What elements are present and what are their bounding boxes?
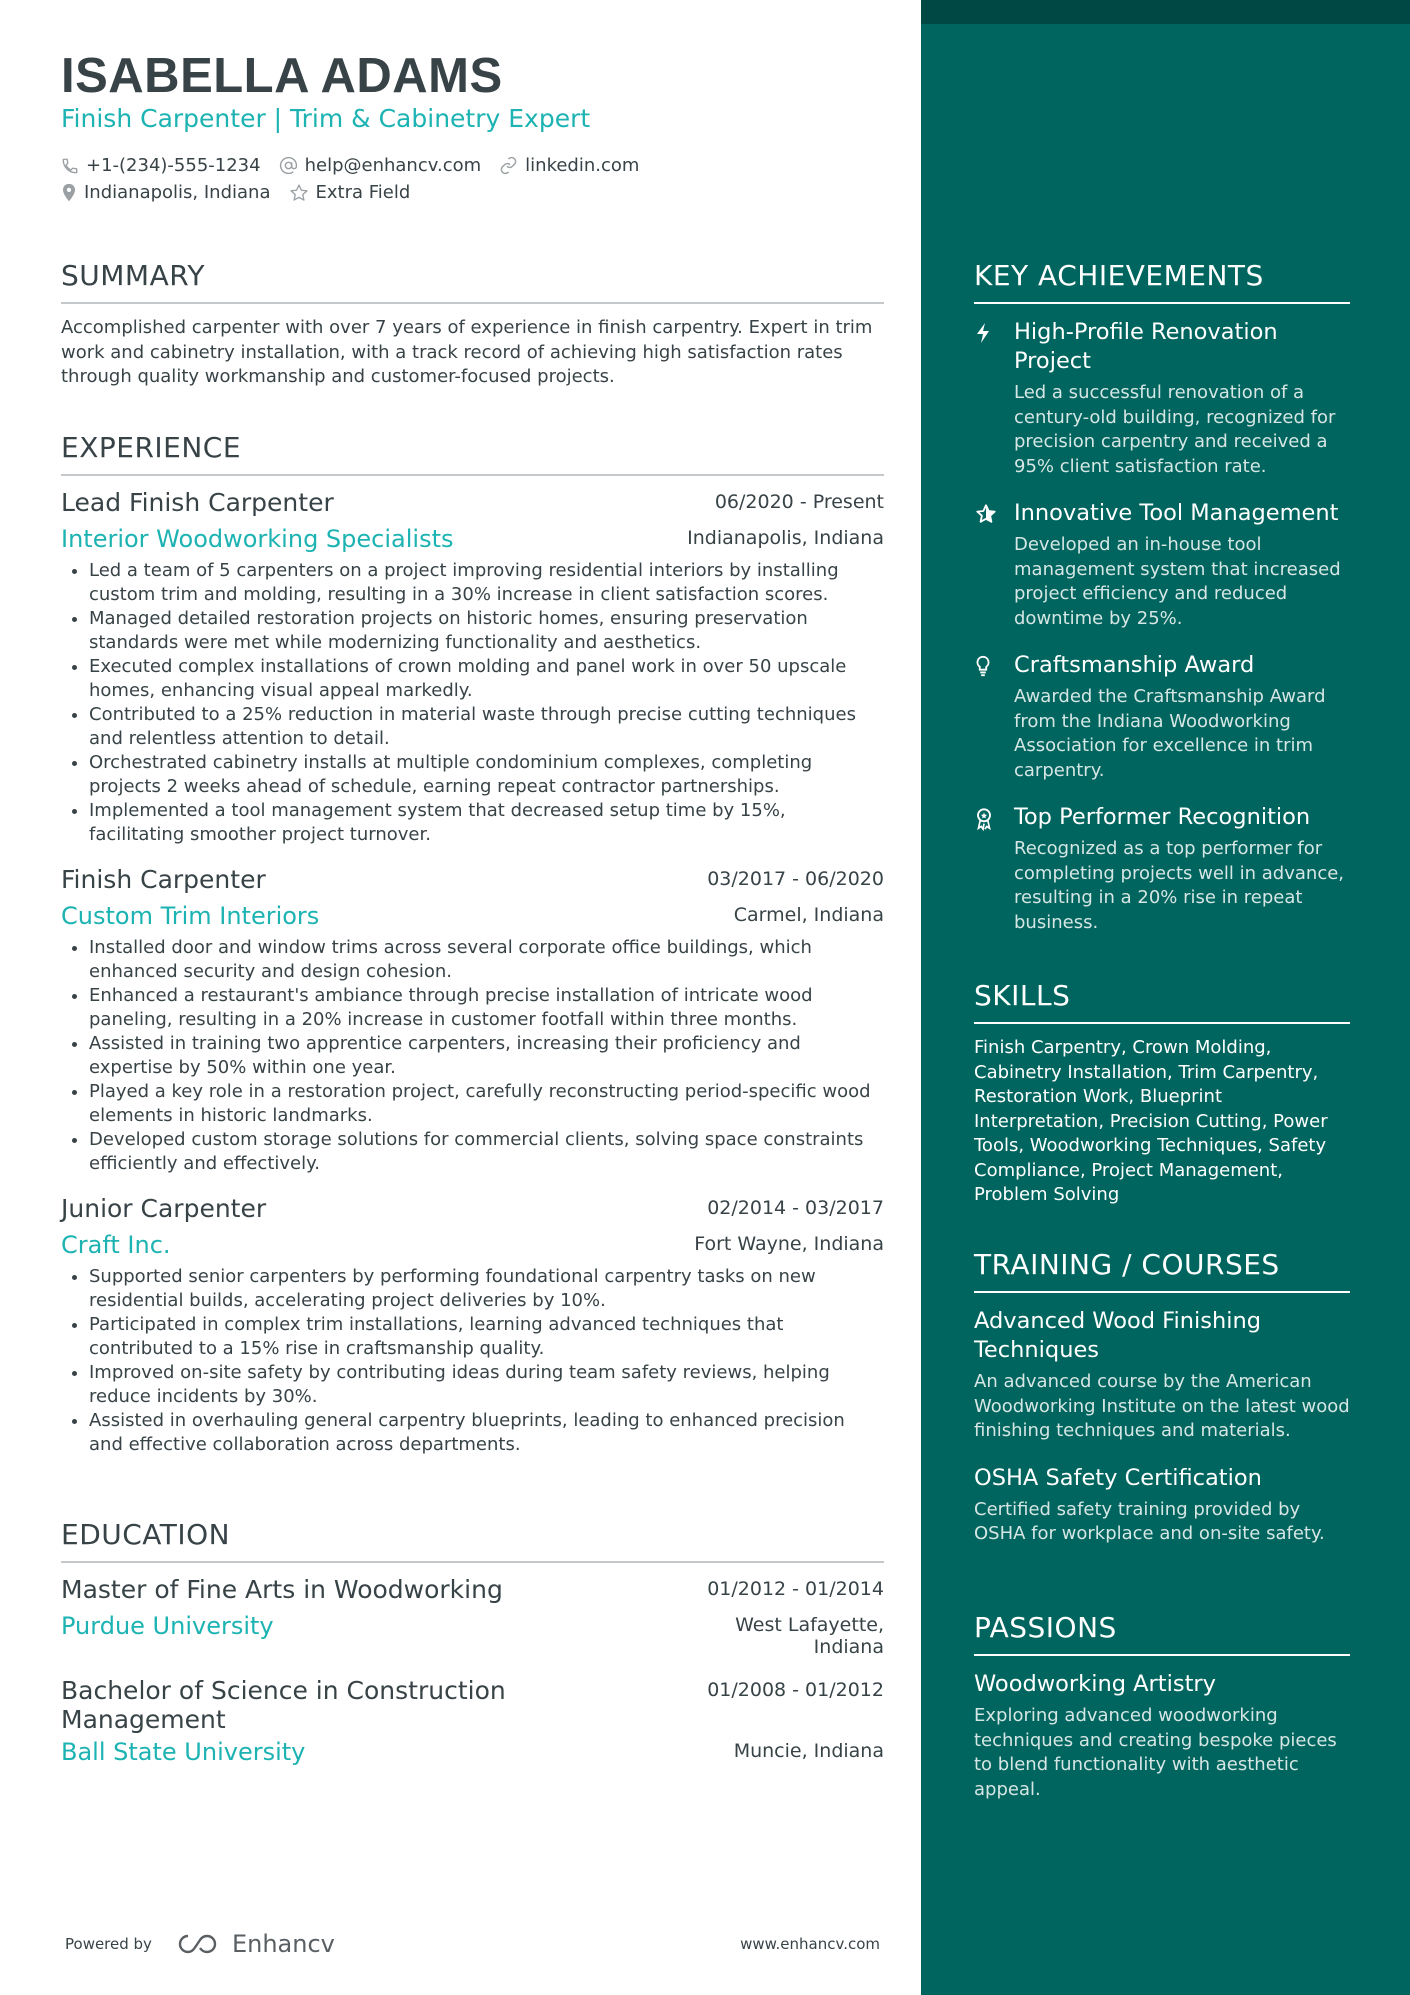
enhancv-brand: Enhancv	[231, 1930, 335, 1958]
achievement-item	[974, 803, 1350, 935]
education-section	[61, 1518, 884, 1766]
degree-title: Master of Fine Arts in Woodworking	[61, 1575, 503, 1604]
experience-heading: EXPERIENCE	[61, 431, 884, 476]
enhancv-logo-icon	[178, 1932, 224, 1956]
job-entry	[61, 488, 884, 847]
job-role: Junior Carpenter	[61, 1194, 267, 1223]
summary-text: Accomplished carpenter with over 7 years of experience in finish carpentry. Expert in trim work and cabinetry installation, with a track record of achieving high satisfaction rates through quality workmanship and customer-focused projects.	[61, 317, 873, 387]
bullet-item: • Implemented a tool management system that decreased setup time by 15%, facilitating smoother project turnover.	[89, 799, 884, 847]
education-heading: EDUCATION	[61, 1518, 884, 1563]
job-entry	[61, 865, 884, 1176]
location-pin-icon	[61, 183, 77, 202]
achievement-item	[974, 651, 1350, 783]
achievement-item	[974, 499, 1350, 631]
education-location	[735, 1614, 884, 1658]
contact-email[interactable]	[279, 155, 482, 176]
achievement-item	[974, 318, 1350, 479]
extra-field-text: Extra Field	[315, 182, 411, 203]
contact-phone[interactable]	[61, 155, 261, 176]
footer-url[interactable]: www.enhancv.com	[740, 1935, 880, 1953]
course-desc: An advanced course by the American Woodworking Institute on the latest wood finishing techniques and materials.	[974, 1371, 1350, 1441]
course-item	[974, 1464, 1350, 1547]
summary-section	[61, 259, 884, 390]
achievements-section	[974, 259, 1350, 935]
bullet-item: • Executed complex installations of crown molding and panel work in over 50 upscale homes, enhancing visual appeal markedly.	[89, 655, 884, 703]
education-dates: 01/2008 - 01/2012	[707, 1679, 884, 1701]
job-bullets	[61, 936, 884, 1176]
job-company: Craft Inc.	[61, 1231, 171, 1259]
contact-linkedin[interactable]	[499, 155, 639, 176]
achievement-desc: Developed an in-house tool management system that increased project efficiency and reduced downtime by 25%.	[1014, 534, 1341, 629]
training-heading: TRAINING / COURSES	[974, 1248, 1350, 1293]
course-title: OSHA Safety Certification	[974, 1464, 1262, 1491]
candidate-title: Finish Carpenter | Trim & Cabinetry Expert	[61, 104, 591, 133]
bullet-item: • Orchestrated cabinetry installs at multiple condominium complexes, completing projects 2 weeks ahead of schedule, earning repeat contractor partnerships.	[89, 751, 884, 799]
phone-text: +1-(234)-555-1234	[86, 155, 261, 176]
contact-extra	[289, 182, 411, 203]
passion-item	[974, 1670, 1350, 1802]
bullet-item: • Enhanced a restaurant's ambiance through precise installation of intricate wood paneling, resulting in a 20% increase in customer footfall within three months.	[89, 984, 884, 1032]
summary-heading: SUMMARY	[61, 259, 884, 304]
achievement-title: Top Performer Recognition	[1014, 804, 1311, 830]
degree-title: Bachelor of Science in Construction Management	[61, 1676, 506, 1734]
course-desc: Certified safety training provided by OSHA for workplace and on-site safety.	[974, 1498, 1325, 1544]
contact-info	[61, 152, 657, 206]
powered-by	[65, 1930, 335, 1958]
achievement-title: Innovative Tool Management	[1014, 500, 1339, 526]
passions-section	[974, 1611, 1350, 1802]
achievement-desc: Awarded the Craftsmanship Award from the Indiana Woodworking Association for excellence in trim carpentry.	[1014, 686, 1326, 781]
bullet-item: • Led a team of 5 carpenters on a project improving residential interiors by installing custom trim and molding, resulting in a 30% increase in client satisfaction scores.	[89, 559, 884, 607]
star-outline-icon	[289, 183, 309, 203]
award-icon	[974, 807, 994, 831]
skills-text: Finish Carpentry, Crown Molding, Cabinetry Installation, Trim Carpentry, Restoration Work, Blueprint Interpretation, Precision Cutting, Power Tools, Woodworking Techniques, Safety Compliance, Project Management, Problem Solving	[974, 1037, 1328, 1205]
bullet-item: • Participated in complex trim installations, learning advanced techniques that contributed to a 15% rise in craftsmanship quality.	[89, 1313, 884, 1361]
contact-location	[61, 182, 271, 203]
job-dates: 02/2014 - 03/2017	[707, 1197, 884, 1219]
passion-desc: Exploring advanced woodworking techniques and creating bespoke pieces to blend functionality with aesthetic appeal.	[974, 1705, 1337, 1800]
education-entry	[61, 1575, 884, 1658]
link-icon	[499, 156, 518, 175]
experience-section	[61, 431, 884, 1457]
education-location-line: West Lafayette,	[735, 1614, 884, 1636]
job-role: Finish Carpenter	[61, 865, 266, 894]
achievement-title: Craftsmanship Award	[1014, 652, 1255, 678]
phone-icon	[61, 157, 79, 175]
powered-by-label: Powered by	[65, 1935, 152, 1953]
bullet-item: • Supported senior carpenters by performing foundational carpentry tasks on new residential builds, accelerating project deliveries by 10%.	[89, 1265, 884, 1313]
achievement-desc: Led a successful renovation of a century-old building, recognized for precision carpentry and received a 95% client satisfaction rate.	[1014, 382, 1336, 477]
job-company: Interior Woodworking Specialists	[61, 525, 454, 553]
skills-section	[974, 979, 1350, 1208]
passions-heading: PASSIONS	[974, 1611, 1350, 1656]
bullet-item: • Managed detailed restoration projects on historic homes, ensuring preservation standards were met while modernizing functionality and aesthetics.	[89, 607, 884, 655]
education-location-line: Indiana	[813, 1636, 884, 1658]
achievements-heading: KEY ACHIEVEMENTS	[974, 259, 1350, 304]
star-icon	[974, 503, 998, 525]
bullet-item: • Contributed to a 25% reduction in material waste through precise cutting techniques and relentless attention to detail.	[89, 703, 884, 751]
linkedin-text: linkedin.com	[525, 155, 640, 176]
job-location: Indianapolis, Indiana	[687, 527, 884, 549]
job-dates: 03/2017 - 06/2020	[707, 868, 884, 890]
bolt-icon	[974, 322, 992, 344]
education-entry	[61, 1676, 884, 1766]
achievement-desc: Recognized as a top performer for completing projects well in advance, resulting in a 20% rise in repeat business.	[1014, 838, 1345, 933]
footer	[65, 1930, 880, 1958]
candidate-name: ISABELLA ADAMS	[61, 49, 503, 103]
passion-title: Woodworking Artistry	[974, 1671, 1216, 1697]
bullet-item: • Assisted in overhauling general carpentry blueprints, leading to enhanced precision and effective collaboration across departments.	[89, 1409, 884, 1457]
lightbulb-icon	[974, 655, 992, 677]
location-text: Indianapolis, Indiana	[84, 182, 271, 203]
achievement-title: High-Profile Renovation Project	[1014, 319, 1278, 374]
course-title: Advanced Wood Finishing Techniques	[974, 1308, 1262, 1363]
bullet-item: • Played a key role in a restoration project, carefully reconstructing period-specific wood elements in historic landmarks.	[89, 1080, 884, 1128]
education-dates: 01/2012 - 01/2014	[707, 1578, 884, 1600]
job-entry	[61, 1194, 884, 1457]
job-company: Custom Trim Interiors	[61, 902, 320, 930]
school-name: Ball State University	[61, 1738, 306, 1766]
job-location: Fort Wayne, Indiana	[694, 1233, 884, 1255]
job-bullets	[61, 1265, 884, 1457]
job-dates: 06/2020 - Present	[714, 491, 884, 513]
education-location: Muncie, Indiana	[733, 1740, 884, 1762]
bullet-item: • Improved on-site safety by contributing ideas during team safety reviews, helping reduce incidents by 30%.	[89, 1361, 884, 1409]
school-name: Purdue University	[61, 1612, 274, 1640]
job-role: Lead Finish Carpenter	[61, 488, 334, 517]
bullet-item: • Assisted in training two apprentice carpenters, increasing their proficiency and expertise by 50% within one year.	[89, 1032, 884, 1080]
at-icon	[279, 156, 298, 175]
course-item	[974, 1307, 1350, 1444]
bullet-item: • Installed door and window trims across several corporate office buildings, which enhanced security and design cohesion.	[89, 936, 884, 984]
job-location: Carmel, Indiana	[733, 904, 884, 926]
sidebar	[921, 0, 1410, 1995]
training-section	[974, 1248, 1350, 1547]
skills-heading: SKILLS	[974, 979, 1350, 1024]
sidebar-top-band	[921, 0, 1410, 24]
email-text: help@enhancv.com	[304, 155, 482, 176]
job-bullets	[61, 559, 884, 847]
bullet-item: • Developed custom storage solutions for commercial clients, solving space constraints efficiently and effectively.	[89, 1128, 884, 1176]
